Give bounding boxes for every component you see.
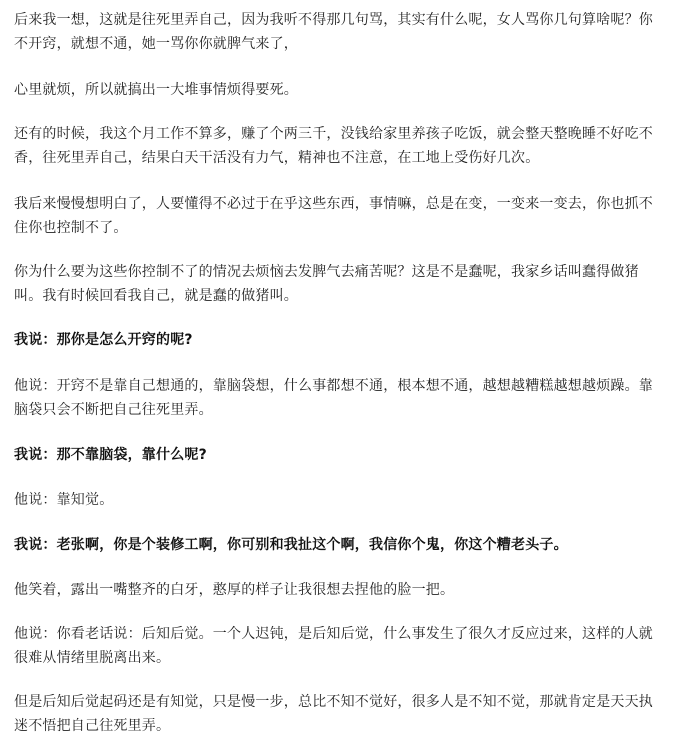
paragraph-question-3: 我说：老张啊，你是个装修工啊，你可别和我扯这个啊，我信你个鬼，你这个糟老头子。 — [14, 537, 568, 553]
paragraph-question-2: 我说：那不靠脑袋，靠什么呢? — [14, 447, 207, 463]
paragraph-4: 我后来慢慢想明白了，人要懂得不必过于在乎这些东西，事情嘛，总是在变，一变来一变去，你也抓不住你也控制不了。 — [14, 196, 653, 236]
paragraph-3: 还有的时候，我这个月工作不算多，赚了个两三千，没钱给家里养孩子吃饭，就会整天整晚睡不好吃不香，往死里弄自己，结果白天干活没有力气，精神也不注意，在工地上受伤好几次。 — [14, 126, 653, 166]
paragraph-10: 但是后知后觉起码还是有知觉，只是慢一步，总比不知不觉好，很多人是不知不觉，那就肯定是天天执迷不悟把自己往死里弄。 — [14, 694, 653, 734]
paragraph-7: 他说：靠知觉。 — [14, 492, 114, 508]
paragraph-8: 他笑着，露出一嘴整齐的白牙，憨厚的样子让我很想去捏他的脸一把。 — [14, 582, 455, 598]
paragraph-5: 你为什么要为这些你控制不了的情况去烦恼去发脾气去痛苦呢？这是不是蠢呢，我家乡话叫蠢得做猪叫。我有时候回看我自己，就是蠢的做猪叫。 — [14, 264, 639, 304]
paragraph-9: 他说：你看老话说：后知后觉。一个人迟钝，是后知后觉，什么事发生了很久才反应过来，这样的人就很难从情绪里脱离出来。 — [14, 626, 653, 666]
paragraph-2: 心里就烦，所以就搞出一大堆事情烦得要死。 — [14, 82, 298, 98]
paragraph-6: 他说：开窍不是靠自己想通的，靠脑袋想，什么事都想不通，根本想不通，越想越糟糕越想越烦躁。靠脑袋只会不断把自己往死里弄。 — [14, 378, 653, 418]
paragraph-1: 后来我一想，这就是往死里弄自己，因为我听不得那几句骂，其实有什么呢，女人骂你几句算啥呢？你不开窍，就想不通，她一骂你你就脾气来了， — [14, 12, 653, 52]
paragraph-question-1: 我说：那你是怎么开窍的呢? — [14, 332, 193, 348]
